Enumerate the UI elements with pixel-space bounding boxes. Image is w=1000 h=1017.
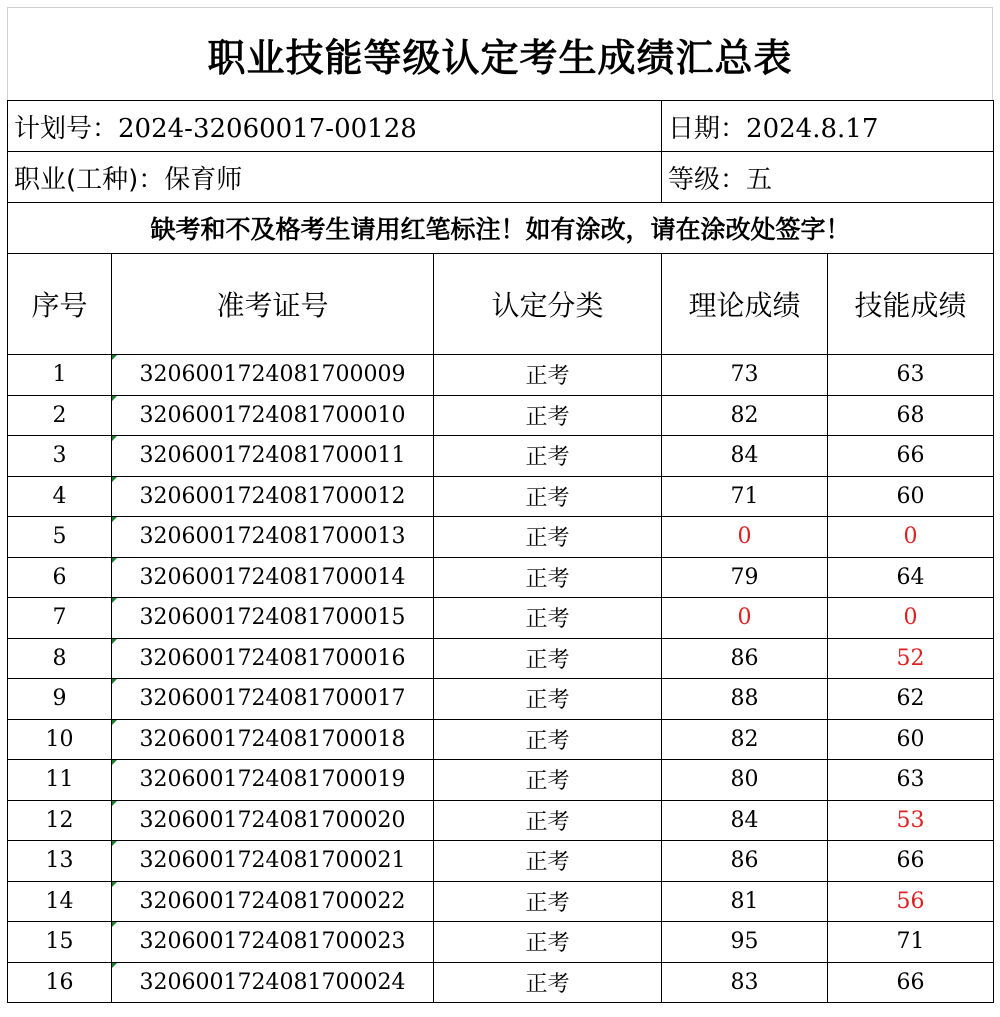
header-exam-id[interactable]: 准考证号 — [112, 254, 434, 355]
seq-cell[interactable]: 16 — [8, 962, 112, 1003]
date-label: 日期： — [668, 113, 747, 144]
seq-cell[interactable]: 12 — [8, 800, 112, 841]
theory-score-cell[interactable]: 71 — [662, 476, 828, 517]
table-row — [8, 436, 994, 477]
occupation-row — [8, 152, 994, 203]
table-row — [8, 922, 994, 963]
seq-cell[interactable]: 11 — [8, 760, 112, 801]
exam-id-cell[interactable]: 3206001724081700022 — [112, 881, 434, 922]
table-row — [8, 719, 994, 760]
category-cell[interactable]: 正考 — [434, 881, 662, 922]
exam-id-cell[interactable]: 3206001724081700016 — [112, 638, 434, 679]
seq-cell[interactable]: 7 — [8, 598, 112, 639]
seq-cell[interactable]: 8 — [8, 638, 112, 679]
skill-score-cell[interactable]: 68 — [828, 395, 994, 436]
exam-id-cell[interactable]: 3206001724081700013 — [112, 517, 434, 558]
header-skill-score[interactable]: 技能成绩 — [828, 254, 994, 355]
category-cell[interactable]: 正考 — [434, 841, 662, 882]
table-row — [8, 800, 994, 841]
skill-score-cell[interactable]: 60 — [828, 719, 994, 760]
category-cell[interactable]: 正考 — [434, 638, 662, 679]
seq-cell[interactable]: 9 — [8, 679, 112, 720]
occupation-cell[interactable] — [8, 152, 662, 203]
notice-row — [8, 203, 994, 254]
exam-id-cell[interactable]: 3206001724081700011 — [112, 436, 434, 477]
theory-score-cell[interactable]: 73 — [662, 355, 828, 396]
table-row — [8, 557, 994, 598]
theory-score-cell[interactable]: 0 — [662, 517, 828, 558]
date-cell[interactable] — [662, 101, 994, 152]
skill-score-cell[interactable]: 56 — [828, 881, 994, 922]
plan-row — [8, 101, 994, 152]
skill-score-cell[interactable]: 64 — [828, 557, 994, 598]
table-row — [8, 760, 994, 801]
seq-cell[interactable]: 5 — [8, 517, 112, 558]
table-row — [8, 962, 994, 1003]
seq-cell[interactable]: 1 — [8, 355, 112, 396]
header-category[interactable]: 认定分类 — [434, 254, 662, 355]
category-cell[interactable]: 正考 — [434, 679, 662, 720]
score-table — [7, 100, 994, 1003]
table-row — [8, 881, 994, 922]
theory-score-cell[interactable]: 83 — [662, 962, 828, 1003]
category-cell[interactable]: 正考 — [434, 719, 662, 760]
header-theory-score[interactable]: 理论成绩 — [662, 254, 828, 355]
category-cell[interactable]: 正考 — [434, 476, 662, 517]
skill-score-cell[interactable]: 0 — [828, 598, 994, 639]
seq-cell[interactable]: 4 — [8, 476, 112, 517]
theory-score-cell[interactable]: 80 — [662, 760, 828, 801]
plan-number-cell[interactable] — [8, 101, 662, 152]
score-sheet — [7, 7, 993, 1003]
skill-score-cell[interactable]: 53 — [828, 800, 994, 841]
exam-id-cell[interactable]: 3206001724081700021 — [112, 841, 434, 882]
seq-cell[interactable]: 2 — [8, 395, 112, 436]
category-cell[interactable]: 正考 — [434, 355, 662, 396]
level-value: 五 — [746, 164, 773, 195]
seq-cell[interactable]: 14 — [8, 881, 112, 922]
notice-text[interactable]: 缺考和不及格考生请用红笔标注！如有涂改，请在涂改处签字！ — [8, 203, 994, 254]
seq-cell[interactable]: 13 — [8, 841, 112, 882]
skill-score-cell[interactable]: 66 — [828, 436, 994, 477]
plan-value: 2024-32060017-00128 — [118, 113, 417, 144]
plan-label: 计划号： — [14, 113, 119, 144]
table-row — [8, 841, 994, 882]
date-value: 2024.8.17 — [746, 113, 879, 144]
skill-score-cell[interactable]: 63 — [828, 355, 994, 396]
theory-score-cell[interactable]: 88 — [662, 679, 828, 720]
theory-score-cell[interactable]: 79 — [662, 557, 828, 598]
theory-score-cell[interactable]: 86 — [662, 638, 828, 679]
table-row — [8, 638, 994, 679]
table-row — [8, 395, 994, 436]
exam-id-cell[interactable]: 3206001724081700014 — [112, 557, 434, 598]
sheet-title: 职业技能等级认定考生成绩汇总表 — [7, 7, 993, 100]
header-seq[interactable]: 序号 — [8, 254, 112, 355]
table-row — [8, 355, 994, 396]
seq-cell[interactable]: 10 — [8, 719, 112, 760]
theory-score-cell[interactable]: 84 — [662, 800, 828, 841]
category-cell[interactable]: 正考 — [434, 598, 662, 639]
seq-cell[interactable]: 3 — [8, 436, 112, 477]
table-row — [8, 679, 994, 720]
exam-id-cell[interactable]: 3206001724081700010 — [112, 395, 434, 436]
theory-score-cell[interactable]: 82 — [662, 719, 828, 760]
theory-score-cell[interactable]: 95 — [662, 922, 828, 963]
category-cell[interactable]: 正考 — [434, 922, 662, 963]
category-cell[interactable]: 正考 — [434, 800, 662, 841]
category-cell[interactable]: 正考 — [434, 962, 662, 1003]
exam-id-cell[interactable]: 3206001724081700020 — [112, 800, 434, 841]
seq-cell[interactable]: 6 — [8, 557, 112, 598]
skill-score-cell[interactable]: 62 — [828, 679, 994, 720]
theory-score-cell[interactable]: 81 — [662, 881, 828, 922]
exam-id-cell[interactable]: 3206001724081700012 — [112, 476, 434, 517]
occupation-label: 职业(工种)： — [14, 164, 165, 195]
level-label: 等级： — [668, 164, 747, 195]
theory-score-cell[interactable]: 84 — [662, 436, 828, 477]
theory-score-cell[interactable]: 0 — [662, 598, 828, 639]
table-row — [8, 476, 994, 517]
exam-id-cell[interactable]: 3206001724081700018 — [112, 719, 434, 760]
exam-id-cell[interactable]: 3206001724081700024 — [112, 962, 434, 1003]
category-cell[interactable]: 正考 — [434, 517, 662, 558]
exam-id-cell[interactable]: 3206001724081700019 — [112, 760, 434, 801]
exam-id-cell[interactable]: 3206001724081700017 — [112, 679, 434, 720]
table-row — [8, 598, 994, 639]
skill-score-cell[interactable]: 66 — [828, 962, 994, 1003]
exam-id-cell[interactable]: 3206001724081700009 — [112, 355, 434, 396]
skill-score-cell[interactable]: 66 — [828, 841, 994, 882]
seq-cell[interactable]: 15 — [8, 922, 112, 963]
skill-score-cell[interactable]: 0 — [828, 517, 994, 558]
level-cell[interactable] — [662, 152, 994, 203]
skill-score-cell[interactable]: 71 — [828, 922, 994, 963]
table-row — [8, 517, 994, 558]
category-cell[interactable]: 正考 — [434, 557, 662, 598]
exam-id-cell[interactable]: 3206001724081700015 — [112, 598, 434, 639]
category-cell[interactable]: 正考 — [434, 436, 662, 477]
category-cell[interactable]: 正考 — [434, 395, 662, 436]
skill-score-cell[interactable]: 63 — [828, 760, 994, 801]
theory-score-cell[interactable]: 86 — [662, 841, 828, 882]
category-cell[interactable]: 正考 — [434, 760, 662, 801]
occupation-value: 保育师 — [164, 164, 243, 195]
theory-score-cell[interactable]: 82 — [662, 395, 828, 436]
skill-score-cell[interactable]: 52 — [828, 638, 994, 679]
header-row — [8, 254, 994, 355]
skill-score-cell[interactable]: 60 — [828, 476, 994, 517]
exam-id-cell[interactable]: 3206001724081700023 — [112, 922, 434, 963]
